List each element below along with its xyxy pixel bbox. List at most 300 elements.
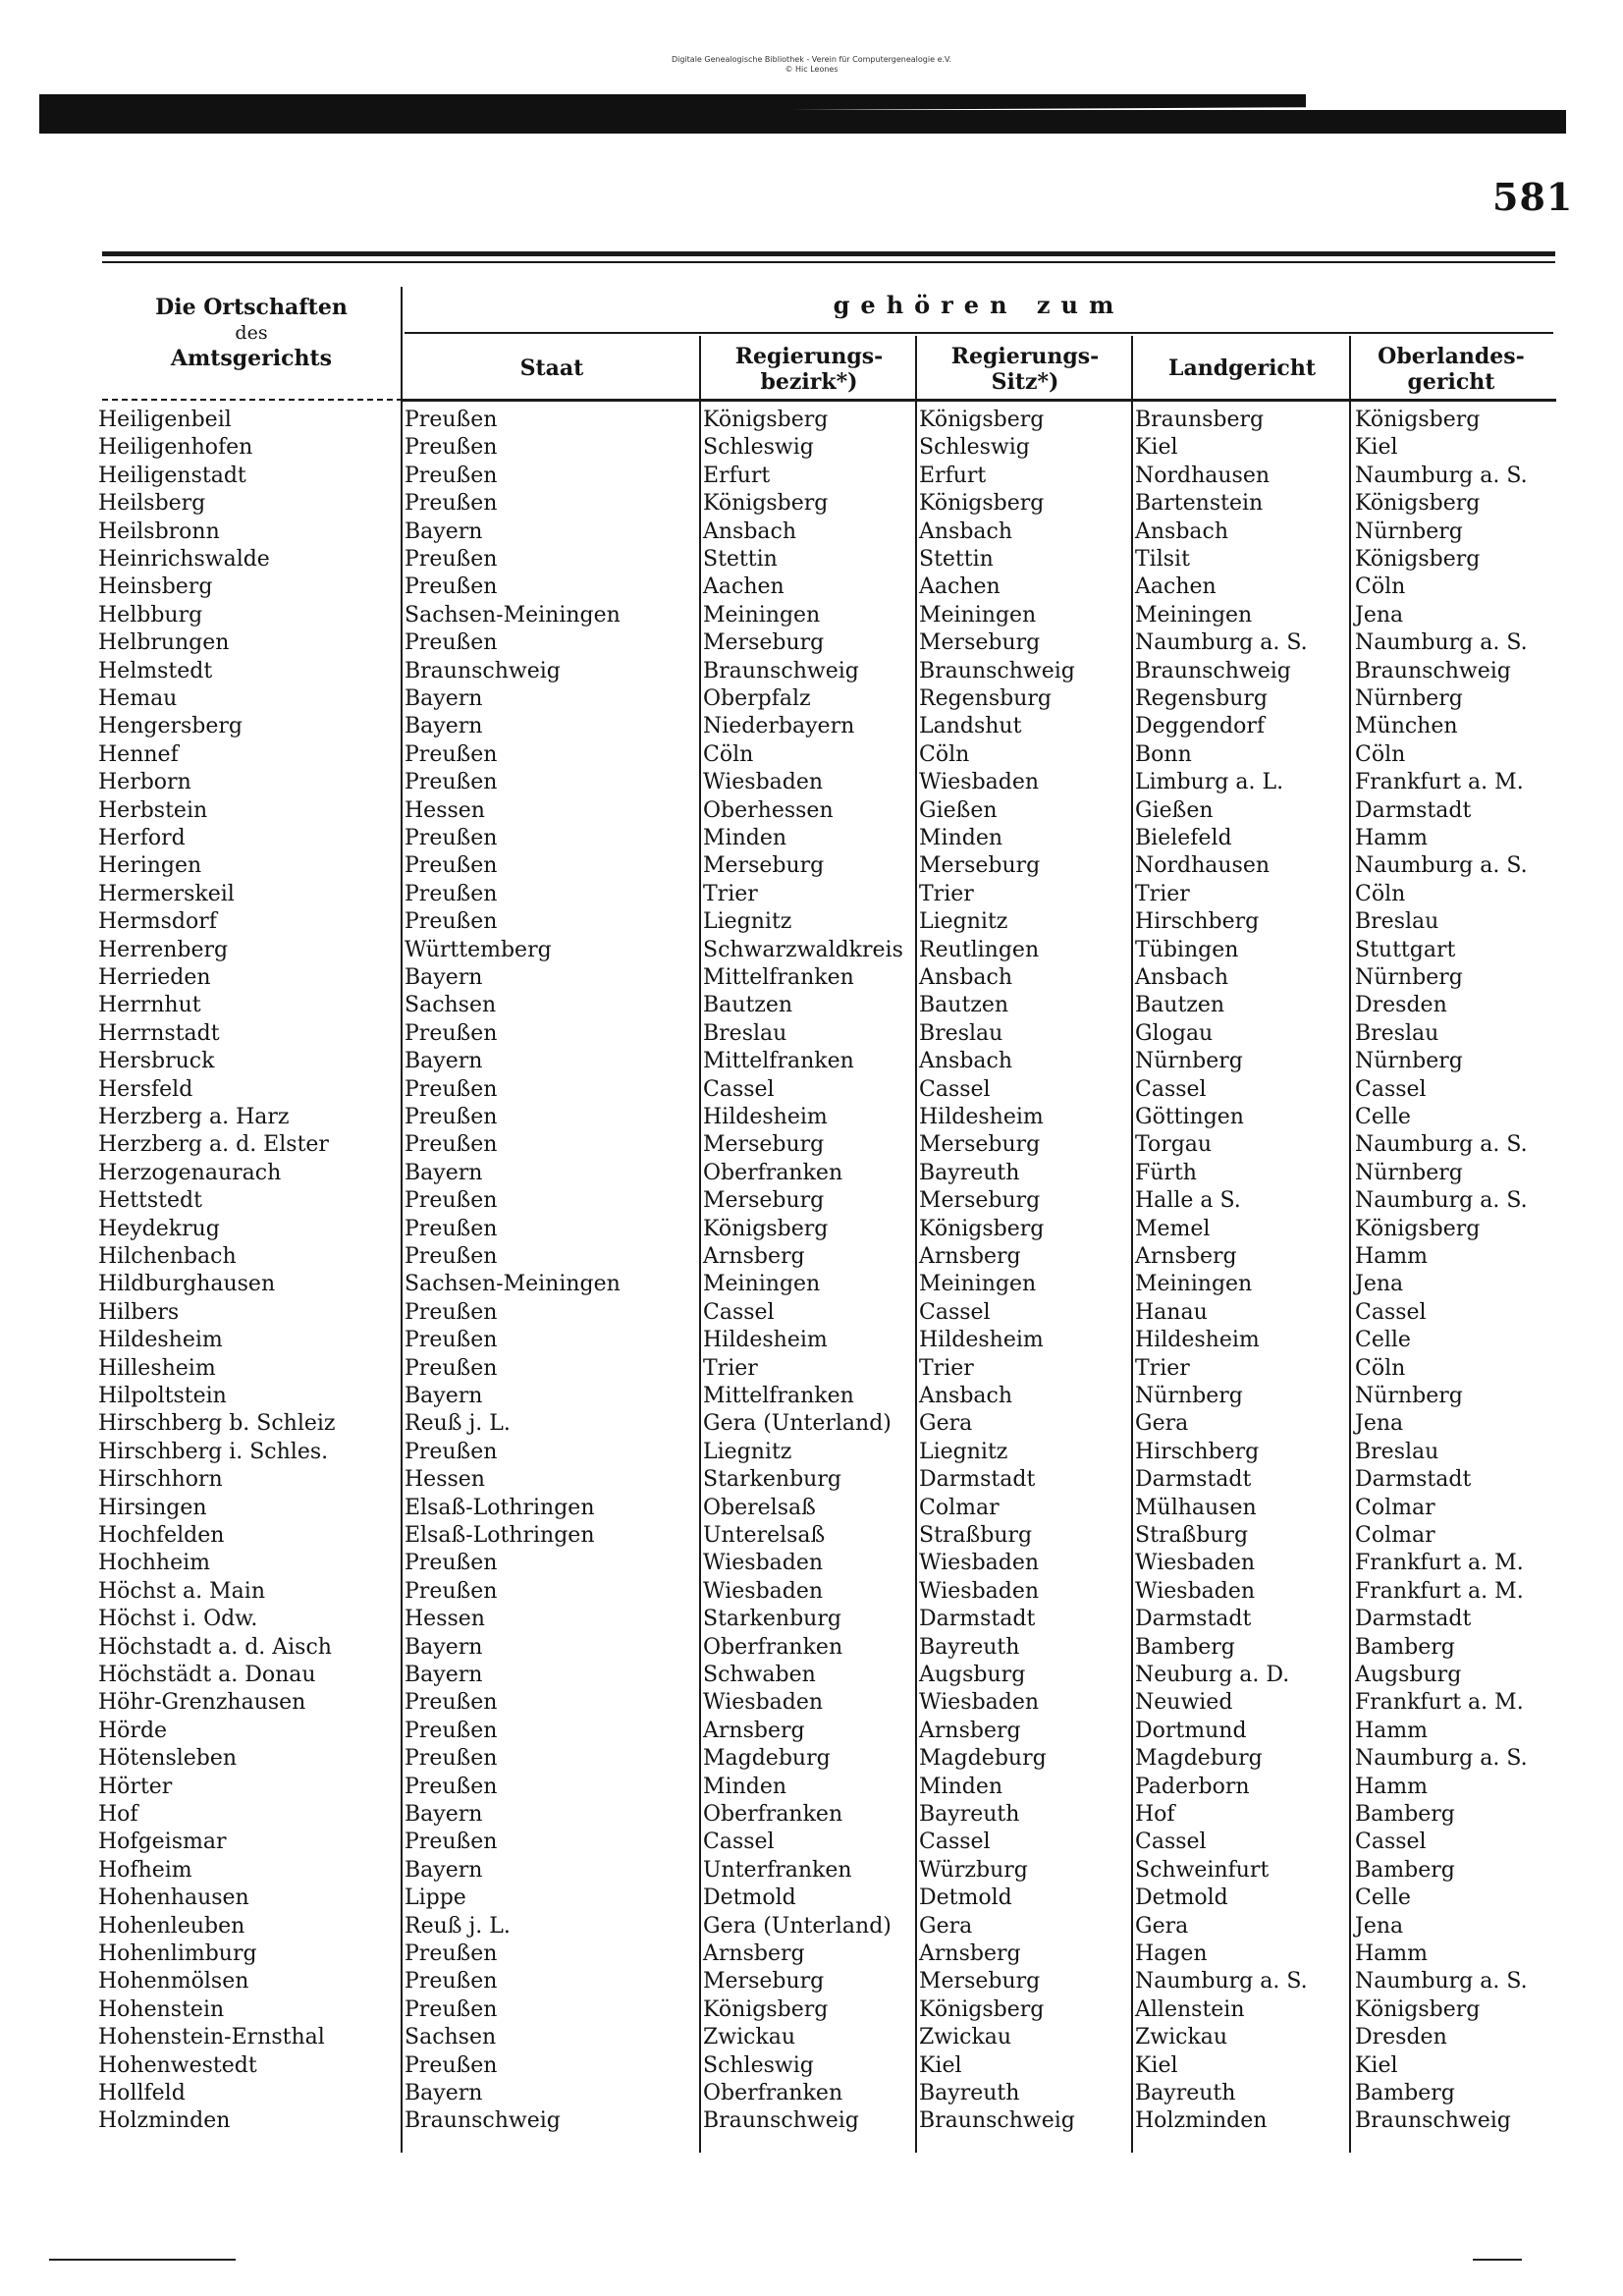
cell-ortschaft: Hildesheim	[98, 1328, 223, 1353]
cell-regierungsbezirk: Magdeburg	[703, 1746, 831, 1772]
cell-staat: Preußen	[405, 1718, 498, 1743]
cell-staat: Preußen	[405, 1551, 498, 1576]
table-row	[0, 1160, 1623, 1187]
cell-regierungssitz: Liegnitz	[919, 1439, 1008, 1464]
cell-ortschaft: Heringen	[98, 853, 202, 879]
cell-landgericht: Gießen	[1135, 797, 1214, 823]
table-row	[0, 2080, 1623, 2107]
cell-regierungssitz: Arnsberg	[919, 1941, 1021, 1966]
cell-regierungssitz: Hildesheim	[919, 1105, 1044, 1129]
scan-top-edge	[39, 94, 1566, 134]
cell-regierungsbezirk: Starkenburg	[703, 1467, 841, 1493]
cell-regierungssitz: Cassel	[919, 1830, 991, 1855]
cell-landgericht: Trier	[1135, 1355, 1190, 1381]
table-row	[0, 908, 1623, 936]
column-header-ortschaften-line2: des	[235, 322, 268, 344]
table-row	[0, 1774, 1623, 1801]
cell-oberlandesgericht: Darmstadt	[1355, 1467, 1472, 1493]
cell-regierungsbezirk: Oberpfalz	[703, 686, 811, 711]
cell-landgericht: Paderborn	[1135, 1774, 1250, 1799]
cell-landgericht: Glogau	[1135, 1020, 1214, 1046]
header-rule-thin	[102, 261, 1555, 263]
cell-ortschaft: Herrnstadt	[98, 1020, 220, 1046]
table-row	[0, 1857, 1623, 1885]
group-header: gehören zum	[833, 291, 1125, 319]
cell-landgericht: Cassel	[1135, 1830, 1207, 1855]
cell-oberlandesgericht: Königsberg	[1355, 408, 1481, 432]
cell-landgericht: Nordhausen	[1135, 463, 1271, 488]
column-header-ortschaften-line1: Die Ortschaften	[155, 295, 348, 320]
column-head-divider	[403, 399, 1556, 402]
cell-regierungssitz: Gera	[919, 1913, 973, 1939]
cell-staat: Preußen	[405, 1774, 498, 1799]
cell-landgericht: Mülhausen	[1135, 1495, 1257, 1520]
cell-landgericht: Naumburg a. S.	[1135, 630, 1308, 656]
cell-ortschaft: Heydekrug	[98, 1216, 220, 1241]
cell-regierungssitz: Detmold	[919, 1886, 1012, 1911]
cell-staat: Preußen	[405, 1969, 498, 1995]
cell-regierungssitz: Aachen	[919, 574, 1001, 600]
cell-regierungssitz: Stettin	[919, 547, 994, 572]
table-row	[0, 881, 1623, 908]
cell-regierungsbezirk: Braunschweig	[703, 658, 859, 683]
cell-landgericht: Bayreuth	[1135, 2081, 1236, 2105]
cell-oberlandesgericht: Nürnberg	[1355, 965, 1463, 990]
cell-ortschaft: Hof	[98, 1802, 138, 1827]
cell-regierungssitz: Königsberg	[919, 1996, 1045, 2022]
cell-staat: Preußen	[405, 491, 498, 517]
cell-landgericht: Bielefeld	[1135, 826, 1232, 850]
cell-ortschaft: Helbburg	[98, 602, 203, 628]
table-row	[0, 1550, 1623, 1577]
cell-landgericht: Tilsit	[1135, 547, 1190, 572]
cell-ortschaft: Hohenhausen	[98, 1886, 249, 1911]
cell-ortschaft: Hollfeld	[98, 2081, 186, 2105]
cell-regierungssitz: Cassel	[919, 1299, 991, 1325]
cell-staat: Hessen	[405, 1607, 485, 1632]
table-row	[0, 1355, 1623, 1383]
cell-ortschaft: Hörde	[98, 1718, 168, 1743]
cell-landgericht: Ansbach	[1135, 519, 1229, 544]
table-row	[0, 2107, 1623, 2135]
cell-landgericht: Gera	[1135, 1411, 1189, 1437]
cell-ortschaft: Hillesheim	[98, 1355, 216, 1381]
table-row	[0, 1048, 1623, 1075]
cell-regierungssitz: Bayreuth	[919, 2081, 1020, 2105]
cell-ortschaft: Hohenstein	[98, 1996, 225, 2022]
cell-landgericht: Schweinfurt	[1135, 1857, 1270, 1883]
cell-oberlandesgericht: Frankfurt a. M.	[1355, 770, 1524, 795]
cell-ortschaft: Höhr-Grenzhausen	[98, 1690, 306, 1716]
cell-regierungsbezirk: Cassel	[703, 1299, 775, 1325]
cell-staat: Hessen	[405, 797, 485, 823]
cell-ortschaft: Herborn	[98, 770, 191, 795]
cell-ortschaft: Hildburghausen	[98, 1272, 276, 1297]
cell-staat: Preußen	[405, 1244, 498, 1269]
cell-regierungssitz: Ansbach	[919, 1049, 1013, 1074]
cell-regierungsbezirk: Oberelsaß	[703, 1495, 816, 1520]
cell-ortschaft: Hengersberg	[98, 714, 243, 739]
cell-landgericht: Trier	[1135, 881, 1190, 906]
cell-regierungsbezirk: Trier	[703, 881, 758, 906]
cell-ortschaft: Herrnhut	[98, 993, 201, 1018]
cell-oberlandesgericht: Naumburg a. S.	[1355, 630, 1528, 656]
cell-oberlandesgericht: Nürnberg	[1355, 1049, 1463, 1074]
cell-landgericht: Darmstadt	[1135, 1607, 1252, 1632]
cell-oberlandesgericht: Frankfurt a. M.	[1355, 1578, 1524, 1604]
cell-oberlandesgericht: Nürnberg	[1355, 1160, 1463, 1185]
cell-landgericht: Regensburg	[1135, 686, 1268, 711]
cell-regierungssitz: Wiesbaden	[919, 1690, 1040, 1716]
cell-landgericht: Straßburg	[1135, 1523, 1249, 1548]
cell-landgericht: Bartenstein	[1135, 491, 1264, 517]
cell-regierungssitz: Braunschweig	[919, 2108, 1075, 2134]
cell-landgericht: Darmstadt	[1135, 1467, 1252, 1493]
cell-regierungsbezirk: Schleswig	[703, 435, 814, 461]
cell-oberlandesgericht: Colmar	[1355, 1523, 1435, 1548]
cell-regierungssitz: Landshut	[919, 714, 1022, 739]
table-row	[0, 964, 1623, 992]
table-row	[0, 1020, 1623, 1048]
cell-landgericht: Nordhausen	[1135, 853, 1271, 879]
cell-landgericht: Bautzen	[1135, 993, 1225, 1018]
cell-oberlandesgericht: Cöln	[1355, 881, 1406, 906]
cell-regierungsbezirk: Aachen	[703, 574, 784, 600]
table-row	[0, 1662, 1623, 1689]
table-row	[0, 1299, 1623, 1327]
cell-regierungssitz: Königsberg	[919, 491, 1045, 517]
table-row	[0, 769, 1623, 796]
cell-oberlandesgericht: Bamberg	[1355, 1802, 1455, 1827]
cell-landgericht: Nürnberg	[1135, 1049, 1243, 1074]
cell-oberlandesgericht: Cöln	[1355, 1355, 1406, 1381]
cell-regierungssitz: Darmstadt	[919, 1467, 1036, 1493]
cell-staat: Preußen	[405, 1105, 498, 1129]
cell-staat: Preußen	[405, 1690, 498, 1716]
column-header-oberlandesgericht-line1: Oberlandes-	[1378, 344, 1525, 369]
cell-regierungsbezirk: Wiesbaden	[703, 1551, 824, 1576]
cell-regierungssitz: Colmar	[919, 1495, 1000, 1520]
cell-landgericht: Hagen	[1135, 1941, 1208, 1966]
cell-staat: Sachsen	[405, 993, 497, 1018]
table-row	[0, 1968, 1623, 1995]
cell-ortschaft: Heilsberg	[98, 491, 206, 517]
cell-oberlandesgericht: Cöln	[1355, 574, 1406, 600]
cell-staat: Lippe	[405, 1886, 466, 1911]
cell-ortschaft: Herrieden	[98, 965, 211, 990]
cell-landgericht: Nürnberg	[1135, 1384, 1243, 1408]
watermark-line-1: Digitale Genealogische Bibliothek - Verein für Computergenealogie e.V.	[671, 55, 952, 64]
page-number: 581	[1492, 175, 1574, 219]
cell-staat: Bayern	[405, 519, 483, 544]
cell-ortschaft: Heinsberg	[98, 574, 213, 600]
cell-staat: Reuß j. L.	[405, 1913, 511, 1939]
cell-staat: Braunschweig	[405, 658, 561, 683]
cell-oberlandesgericht: Stuttgart	[1355, 937, 1456, 962]
table-row	[0, 1522, 1623, 1550]
cell-landgericht: Deggendorf	[1135, 714, 1265, 739]
cell-regierungssitz: Ansbach	[919, 965, 1013, 990]
cell-oberlandesgericht: Königsberg	[1355, 491, 1481, 517]
cell-oberlandesgericht: Darmstadt	[1355, 797, 1472, 823]
cell-regierungsbezirk: Niederbayern	[703, 714, 855, 739]
cell-regierungsbezirk: Oberfranken	[703, 1634, 843, 1660]
cell-staat: Preußen	[405, 2052, 498, 2078]
table-row	[0, 797, 1623, 825]
cell-regierungssitz: Königsberg	[919, 408, 1045, 432]
cell-ortschaft: Hilbers	[98, 1299, 180, 1325]
cell-oberlandesgericht: Celle	[1355, 1328, 1411, 1353]
table-row	[0, 519, 1623, 546]
cell-regierungssitz: Merseburg	[919, 853, 1041, 879]
table-row	[0, 629, 1623, 657]
table-row	[0, 2024, 1623, 2051]
table-row	[0, 937, 1623, 964]
cell-ortschaft: Heinrichswalde	[98, 547, 270, 572]
column-header-ortschaften	[102, 295, 401, 371]
cell-regierungsbezirk: Königsberg	[703, 1996, 829, 2022]
cell-landgericht: Neuburg a. D.	[1135, 1663, 1290, 1687]
cell-regierungssitz: Reutlingen	[919, 937, 1040, 962]
table-row	[0, 602, 1623, 629]
cell-oberlandesgericht: Bamberg	[1355, 1857, 1455, 1883]
cell-oberlandesgericht: Naumburg a. S.	[1355, 463, 1528, 488]
cell-oberlandesgericht: Jena	[1355, 602, 1404, 628]
cell-regierungssitz: Bayreuth	[919, 1634, 1020, 1660]
cell-ortschaft: Heiligenstadt	[98, 463, 246, 488]
cell-oberlandesgericht: Bamberg	[1355, 2081, 1455, 2105]
cell-ortschaft: Höchst a. Main	[98, 1578, 265, 1604]
cell-staat: Preußen	[405, 547, 498, 572]
cell-staat: Elsaß-Lothringen	[405, 1495, 595, 1520]
cell-landgericht: Aachen	[1135, 574, 1217, 600]
cell-landgericht: Göttingen	[1135, 1105, 1244, 1129]
table-row	[0, 1410, 1623, 1438]
cell-regierungssitz: Merseburg	[919, 1969, 1041, 1995]
cell-regierungssitz: Breslau	[919, 1020, 1003, 1046]
cell-landgericht: Kiel	[1135, 2052, 1178, 2078]
cell-ortschaft: Höchstädt a. Donau	[98, 1663, 316, 1687]
table-row	[0, 1271, 1623, 1298]
cell-regierungssitz: Liegnitz	[919, 909, 1008, 935]
cell-staat: Bayern	[405, 965, 483, 990]
cell-ortschaft: Hofgeismar	[98, 1830, 227, 1855]
table-row	[0, 1216, 1623, 1243]
cell-oberlandesgericht: Darmstadt	[1355, 1607, 1472, 1632]
table-row	[0, 1243, 1623, 1271]
cell-staat: Preußen	[405, 408, 498, 432]
cell-staat: Preußen	[405, 1132, 498, 1158]
cell-regierungsbezirk: Breslau	[703, 1020, 787, 1046]
cell-landgericht: Hildesheim	[1135, 1328, 1260, 1353]
cell-staat: Preußen	[405, 630, 498, 656]
cell-staat: Preußen	[405, 1076, 498, 1102]
cell-staat: Preußen	[405, 741, 498, 767]
cell-regierungsbezirk: Meiningen	[703, 1272, 821, 1297]
table-row	[0, 407, 1623, 434]
cell-regierungsbezirk: Gera (Unterland)	[703, 1913, 892, 1939]
table-row	[0, 1439, 1623, 1466]
cell-landgericht: Kiel	[1135, 435, 1178, 461]
cell-oberlandesgericht: Naumburg a. S.	[1355, 1188, 1528, 1214]
cell-oberlandesgericht: Hamm	[1355, 1941, 1429, 1966]
cell-landgericht: Torgau	[1135, 1132, 1213, 1158]
cell-oberlandesgericht: Braunschweig	[1355, 2108, 1511, 2134]
watermark	[0, 55, 1623, 75]
cell-oberlandesgericht: Jena	[1355, 1913, 1404, 1939]
table-row	[0, 1745, 1623, 1773]
table-row	[0, 1383, 1623, 1410]
cell-regierungsbezirk: Detmold	[703, 1886, 796, 1911]
table-row	[0, 1104, 1623, 1131]
cell-ortschaft: Hersbruck	[98, 1049, 215, 1074]
cell-regierungsbezirk: Oberfranken	[703, 2081, 843, 2105]
cell-regierungssitz: Meiningen	[919, 602, 1037, 628]
cell-oberlandesgericht: Breslau	[1355, 1439, 1439, 1464]
cell-regierungsbezirk: Meiningen	[703, 602, 821, 628]
cell-regierungssitz: Ansbach	[919, 519, 1013, 544]
cell-ortschaft: Höchstadt a. d. Aisch	[98, 1634, 332, 1660]
cell-staat: Bayern	[405, 714, 483, 739]
cell-staat: Bayern	[405, 1857, 483, 1883]
cell-ortschaft: Hilchenbach	[98, 1244, 237, 1269]
cell-regierungsbezirk: Braunschweig	[703, 2108, 859, 2134]
cell-oberlandesgericht: Dresden	[1355, 993, 1447, 1018]
cell-regierungsbezirk: Merseburg	[703, 1132, 825, 1158]
table-row	[0, 825, 1623, 852]
cell-oberlandesgericht: Frankfurt a. M.	[1355, 1690, 1524, 1716]
cell-regierungsbezirk: Unterfranken	[703, 1857, 852, 1883]
cell-oberlandesgericht: Jena	[1355, 1272, 1404, 1297]
table-row	[0, 490, 1623, 518]
cell-oberlandesgericht: Bamberg	[1355, 1634, 1455, 1660]
cell-ortschaft: Hohenwestedt	[98, 2052, 257, 2078]
cell-ortschaft: Heiligenbeil	[98, 408, 232, 432]
cell-staat: Preußen	[405, 853, 498, 879]
cell-regierungsbezirk: Trier	[703, 1355, 758, 1381]
cell-regierungssitz: Gießen	[919, 797, 998, 823]
cell-staat: Preußen	[405, 1830, 498, 1855]
cell-regierungsbezirk: Cassel	[703, 1076, 775, 1102]
cell-oberlandesgericht: Naumburg a. S.	[1355, 1132, 1528, 1158]
cell-oberlandesgericht: Jena	[1355, 1411, 1404, 1437]
cell-regierungssitz: Bayreuth	[919, 1160, 1020, 1185]
cell-landgericht: Braunschweig	[1135, 658, 1291, 683]
cell-staat: Hessen	[405, 1467, 485, 1493]
cell-regierungsbezirk: Königsberg	[703, 1216, 829, 1241]
cell-ortschaft: Hirschberg i. Schles.	[98, 1439, 329, 1464]
cell-regierungssitz: Magdeburg	[919, 1746, 1047, 1772]
cell-landgericht: Hirschberg	[1135, 909, 1260, 935]
cell-oberlandesgericht: Cassel	[1355, 1076, 1427, 1102]
cell-regierungsbezirk: Wiesbaden	[703, 1690, 824, 1716]
cell-staat: Preußen	[405, 1299, 498, 1325]
cell-landgericht: Dortmund	[1135, 1718, 1247, 1743]
cell-ortschaft: Hermerskeil	[98, 881, 235, 906]
watermark-line-2: © Hic Leones	[784, 65, 839, 74]
cell-regierungssitz: Braunschweig	[919, 658, 1075, 683]
cell-staat: Preußen	[405, 1941, 498, 1966]
cell-oberlandesgericht: Nürnberg	[1355, 1384, 1463, 1408]
cell-staat: Preußen	[405, 1439, 498, 1464]
cell-regierungsbezirk: Merseburg	[703, 853, 825, 879]
cell-staat: Preußen	[405, 1188, 498, 1214]
cell-staat: Preußen	[405, 1020, 498, 1046]
cell-oberlandesgericht: Königsberg	[1355, 1216, 1481, 1241]
cell-regierungssitz: Meiningen	[919, 1272, 1037, 1297]
table-row	[0, 2052, 1623, 2080]
cell-regierungssitz: Trier	[919, 881, 974, 906]
cell-staat: Preußen	[405, 463, 498, 488]
cell-regierungsbezirk: Arnsberg	[703, 1718, 805, 1743]
cell-regierungssitz: Erfurt	[919, 463, 987, 488]
table-row	[0, 1718, 1623, 1745]
cell-oberlandesgericht: Kiel	[1355, 435, 1398, 461]
cell-landgericht: Neuwied	[1135, 1690, 1233, 1716]
cell-landgericht: Gera	[1135, 1913, 1189, 1939]
cell-landgericht: Allenstein	[1135, 1996, 1245, 2022]
cell-oberlandesgericht: München	[1355, 714, 1458, 739]
cell-staat: Preußen	[405, 770, 498, 795]
cell-staat: Sachsen-Meiningen	[405, 1272, 621, 1297]
cell-ortschaft: Hersfeld	[98, 1076, 193, 1102]
cell-oberlandesgericht: Königsberg	[1355, 547, 1481, 572]
cell-regierungssitz: Kiel	[919, 2052, 962, 2078]
column-head-divider-left	[102, 399, 403, 404]
cell-oberlandesgericht: Celle	[1355, 1105, 1411, 1129]
cell-ortschaft: Herzberg a. Harz	[98, 1105, 290, 1129]
table-row	[0, 1495, 1623, 1522]
cell-landgericht: Bonn	[1135, 741, 1192, 767]
cell-oberlandesgericht: Celle	[1355, 1886, 1411, 1911]
cell-staat: Braunschweig	[405, 2108, 561, 2134]
cell-ortschaft: Hirsingen	[98, 1495, 207, 1520]
cell-regierungsbezirk: Arnsberg	[703, 1941, 805, 1966]
table-row	[0, 852, 1623, 880]
cell-ortschaft: Hennef	[98, 741, 179, 767]
cell-staat: Preußen	[405, 574, 498, 600]
cell-regierungsbezirk: Erfurt	[703, 463, 771, 488]
cell-landgericht: Holzminden	[1135, 2108, 1268, 2134]
cell-landgericht: Cassel	[1135, 1076, 1207, 1102]
cell-regierungsbezirk: Mittelfranken	[703, 1384, 854, 1408]
cell-regierungsbezirk: Unterelsaß	[703, 1523, 826, 1548]
cell-regierungsbezirk: Schleswig	[703, 2052, 814, 2078]
cell-landgericht: Hirschberg	[1135, 1439, 1260, 1464]
cell-oberlandesgericht: Nürnberg	[1355, 519, 1463, 544]
cell-staat: Preußen	[405, 1328, 498, 1353]
cell-ortschaft: Hohenmölsen	[98, 1969, 249, 1995]
cell-ortschaft: Helmstedt	[98, 658, 213, 683]
table-row	[0, 1689, 1623, 1717]
cell-regierungssitz: Gera	[919, 1411, 973, 1437]
table-row	[0, 1885, 1623, 1912]
cell-oberlandesgericht: Kiel	[1355, 2052, 1398, 2078]
table-row	[0, 434, 1623, 462]
cell-landgericht: Arnsberg	[1135, 1244, 1237, 1269]
cell-ortschaft: Herzogenaurach	[98, 1160, 282, 1185]
cell-landgericht: Meiningen	[1135, 602, 1253, 628]
cell-landgericht: Halle a S.	[1135, 1188, 1241, 1214]
cell-staat: Bayern	[405, 2081, 483, 2105]
cell-regierungsbezirk: Mittelfranken	[703, 1049, 854, 1074]
cell-ortschaft: Hohenleuben	[98, 1913, 245, 1939]
cell-regierungsbezirk: Königsberg	[703, 408, 829, 432]
cell-ortschaft: Hörter	[98, 1774, 173, 1799]
cell-staat: Elsaß-Lothringen	[405, 1523, 595, 1548]
column-header-regierungsbezirk	[703, 344, 915, 395]
cell-ortschaft: Heiligenhofen	[98, 435, 253, 461]
